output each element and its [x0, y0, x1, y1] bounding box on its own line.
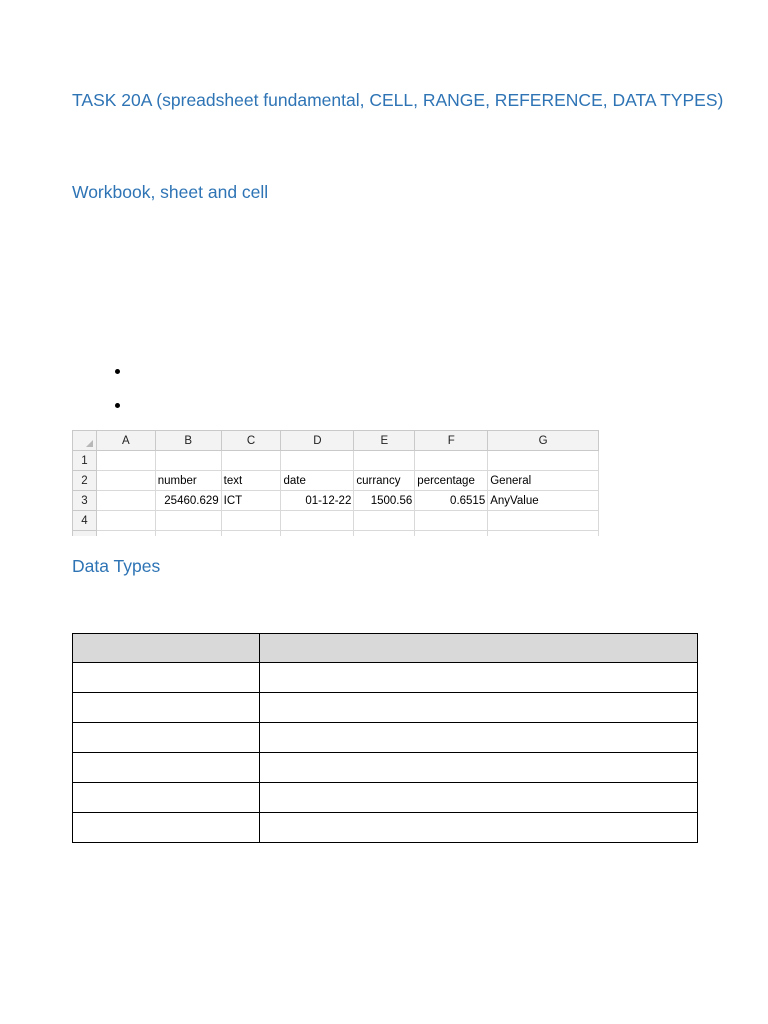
row-header[interactable]: 4 [73, 511, 97, 531]
cell[interactable]: 0.6515 [415, 491, 488, 511]
cell[interactable]: ICT [221, 491, 281, 511]
cell[interactable]: currancy [354, 471, 415, 491]
table-row [73, 813, 698, 843]
table-header-row [73, 634, 698, 663]
bullet-point [115, 403, 120, 408]
cell[interactable]: 25460.629 [155, 491, 221, 511]
cell[interactable] [221, 451, 281, 471]
cell[interactable] [354, 531, 415, 537]
sheet-row [73, 491, 599, 511]
select-all-triangle-icon [86, 440, 93, 447]
cell[interactable] [281, 451, 354, 471]
cell[interactable] [221, 531, 281, 537]
data-types-table [72, 633, 698, 843]
table-header-cell [260, 634, 698, 663]
table-cell [260, 753, 698, 783]
table-cell [73, 753, 260, 783]
column-header[interactable]: G [488, 431, 599, 451]
cell[interactable] [221, 511, 281, 531]
sheet-row [73, 471, 599, 491]
cell[interactable] [96, 531, 155, 537]
column-header[interactable]: A [96, 431, 155, 451]
cell[interactable] [488, 531, 599, 537]
column-header[interactable]: F [415, 431, 488, 451]
table-row [73, 723, 698, 753]
sheet-row [73, 511, 599, 531]
table-row [73, 753, 698, 783]
column-header[interactable]: E [354, 431, 415, 451]
table-row [73, 663, 698, 693]
table-cell [73, 693, 260, 723]
cell[interactable] [96, 471, 155, 491]
row-header[interactable]: 2 [73, 471, 97, 491]
cell[interactable]: date [281, 471, 354, 491]
column-header[interactable]: B [155, 431, 221, 451]
table-cell [73, 813, 260, 843]
cell[interactable]: General [488, 471, 599, 491]
cell[interactable] [96, 451, 155, 471]
sheet-row-partial [73, 531, 599, 537]
cell[interactable] [281, 511, 354, 531]
spreadsheet-excerpt [72, 430, 599, 536]
cell[interactable] [155, 451, 221, 471]
cell[interactable] [155, 511, 221, 531]
cell[interactable]: text [221, 471, 281, 491]
cell[interactable] [155, 531, 221, 537]
column-header[interactable]: C [221, 431, 281, 451]
table-cell [260, 813, 698, 843]
cell[interactable]: 01-12-22 [281, 491, 354, 511]
cell[interactable] [281, 531, 354, 537]
row-header[interactable]: 1 [73, 451, 97, 471]
row-header[interactable]: 3 [73, 491, 97, 511]
cell[interactable] [488, 511, 599, 531]
cell[interactable] [354, 511, 415, 531]
cell[interactable] [415, 531, 488, 537]
column-header-row [73, 431, 599, 451]
cell[interactable] [415, 451, 488, 471]
cell[interactable]: 1500.56 [354, 491, 415, 511]
table-cell [260, 663, 698, 693]
cell[interactable] [96, 511, 155, 531]
table-row [73, 693, 698, 723]
table-cell [260, 783, 698, 813]
sheet-row [73, 451, 599, 471]
cell[interactable] [354, 451, 415, 471]
cell[interactable]: number [155, 471, 221, 491]
section-heading-data-types: Data Types [72, 556, 161, 576]
cell[interactable] [415, 511, 488, 531]
table-cell [73, 783, 260, 813]
column-header[interactable]: D [281, 431, 354, 451]
bullet-point [115, 369, 120, 374]
section-heading-workbook: Workbook, sheet and cell [72, 182, 269, 202]
table-row [73, 783, 698, 813]
table-cell [73, 663, 260, 693]
cell[interactable] [488, 451, 599, 471]
cell[interactable] [96, 491, 155, 511]
document-title: TASK 20A (spreadsheet fundamental, CELL, RANGE, REFERENCE, DATA TYPES) [72, 90, 724, 110]
cell[interactable]: AnyValue [488, 491, 599, 511]
table-header-cell [73, 634, 260, 663]
table-cell [260, 723, 698, 753]
cell[interactable]: percentage [415, 471, 488, 491]
table-cell [260, 693, 698, 723]
select-all-corner[interactable] [73, 431, 97, 451]
table-cell [73, 723, 260, 753]
row-header[interactable] [73, 531, 97, 537]
